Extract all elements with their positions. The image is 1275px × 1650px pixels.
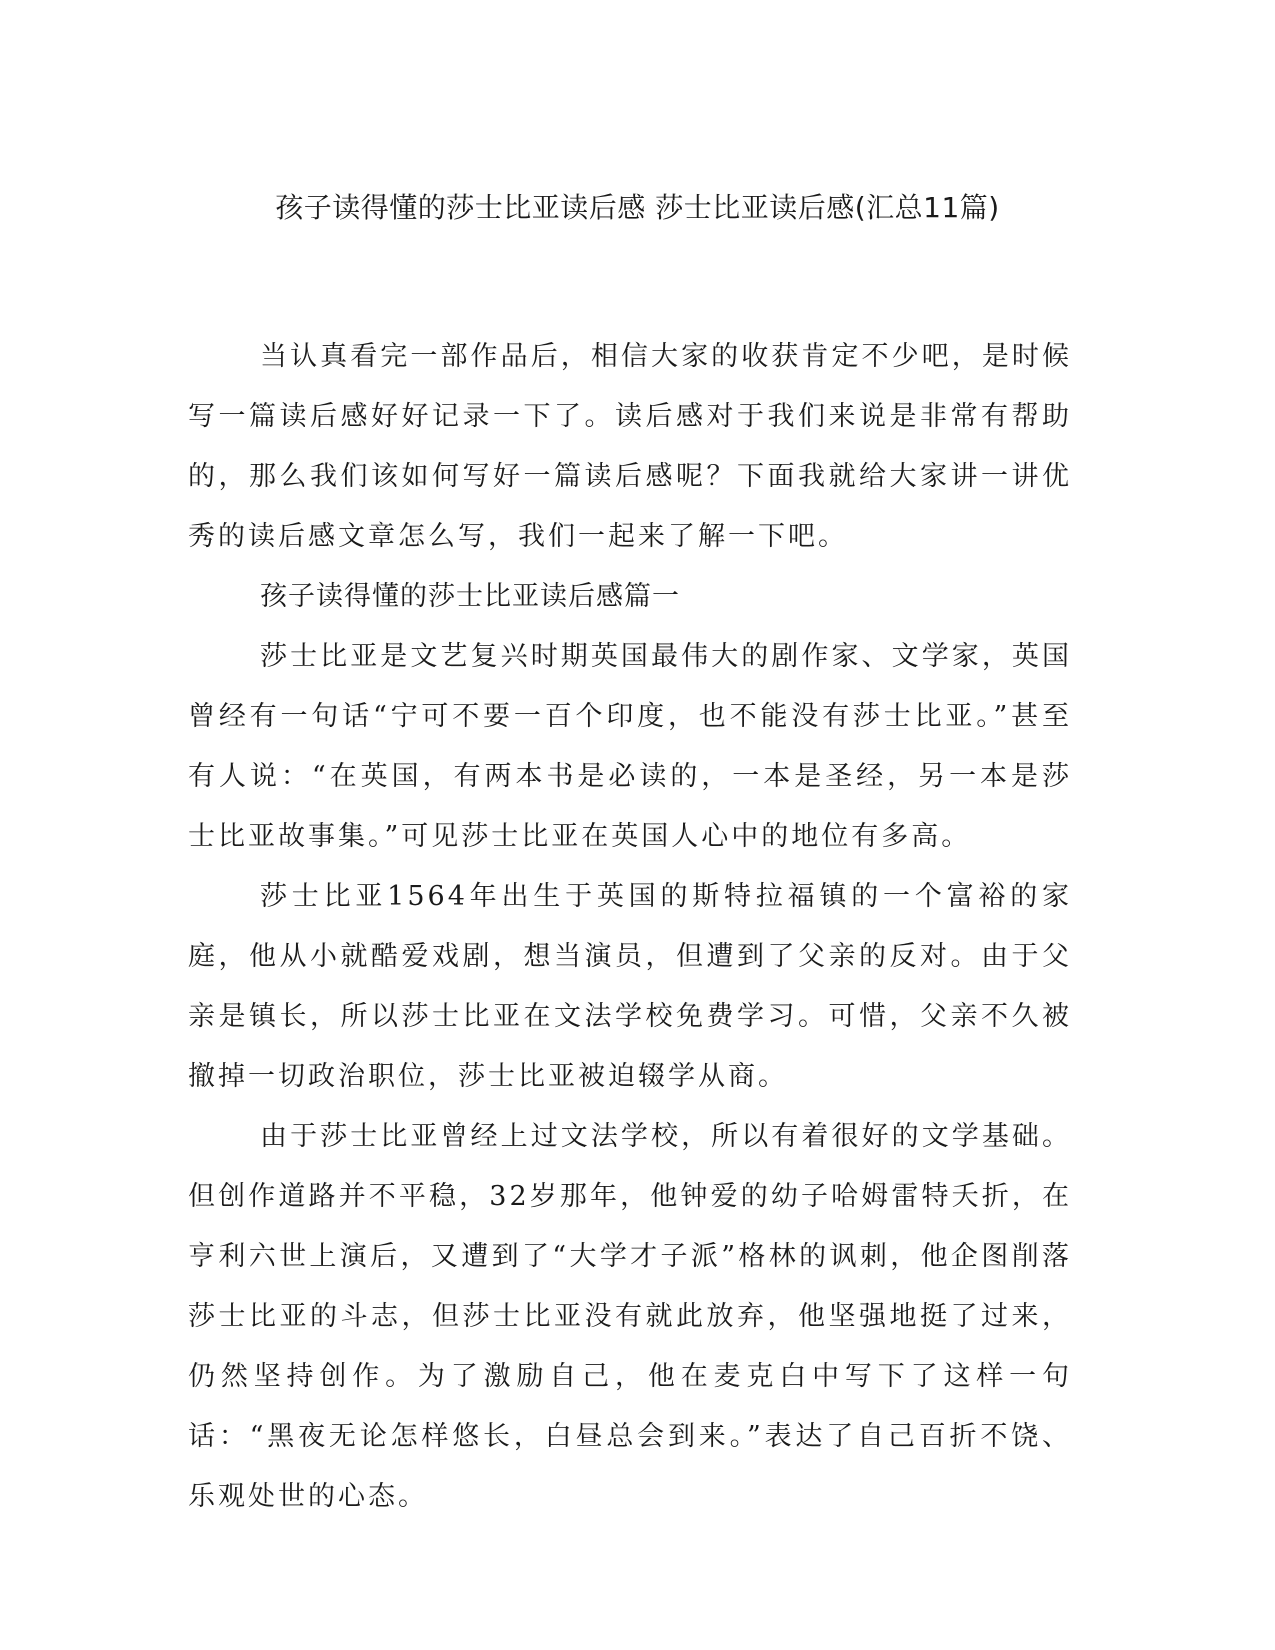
body-paragraph: 莎士比亚1564年出生于英国的斯特拉福镇的一个富裕的家庭，他从小就酷爱戏剧，想当演员，但遭到了父亲的反对。由于父亲是镇长，所以莎士比亚在文法学校免费学习。可惜，父亲不久被撤掉一切政治职位，莎士比亚被迫辍学从商。 — [188, 881, 1072, 1092]
document-title: 孩子读得懂的莎士比亚读后感 莎士比亚读后感(汇总11篇) — [275, 191, 1000, 224]
intro-paragraph: 当认真看完一部作品后，相信大家的收获肯定不少吧，是时候写一篇读后感好好记录一下了。读后感对于我们来说是非常有帮助的，那么我们该如何写好一篇读后感呢？下面我就给大家讲一讲优秀的读后感文章怎么写，我们一起来了解一下吧。 — [188, 341, 1072, 552]
body-paragraph: 由于莎士比亚曾经上过文法学校，所以有着很好的文学基础。但创作道路并不平稳，32岁那年，他钟爱的幼子哈姆雷特夭折，在亨利六世上演后，又遭到了“大学才子派”格林的讽刺，他企图削落莎士比亚的斗志，但莎士比亚没有就此放弃，他坚强地挺了过来，仍然坚持创作。为了激励自己，他在麦克白中写下了这样一句话：“黑夜无论怎样悠长，白昼总会到来。”表达了自己百折不饶、乐观处世的心态。 — [188, 1121, 1072, 1512]
section-heading: 孩子读得懂的莎士比亚读后感篇一 — [260, 581, 680, 612]
body-paragraph: 莎士比亚是文艺复兴时期英国最伟大的剧作家、文学家，英国曾经有一句话“宁可不要一百个印度，也不能没有莎士比亚。”甚至有人说：“在英国，有两本书是必读的，一本是圣经，另一本是莎士比亚故事集。”可见莎士比亚在英国人心中的地位有多高。 — [188, 641, 1072, 852]
document-body — [188, 327, 1072, 1527]
